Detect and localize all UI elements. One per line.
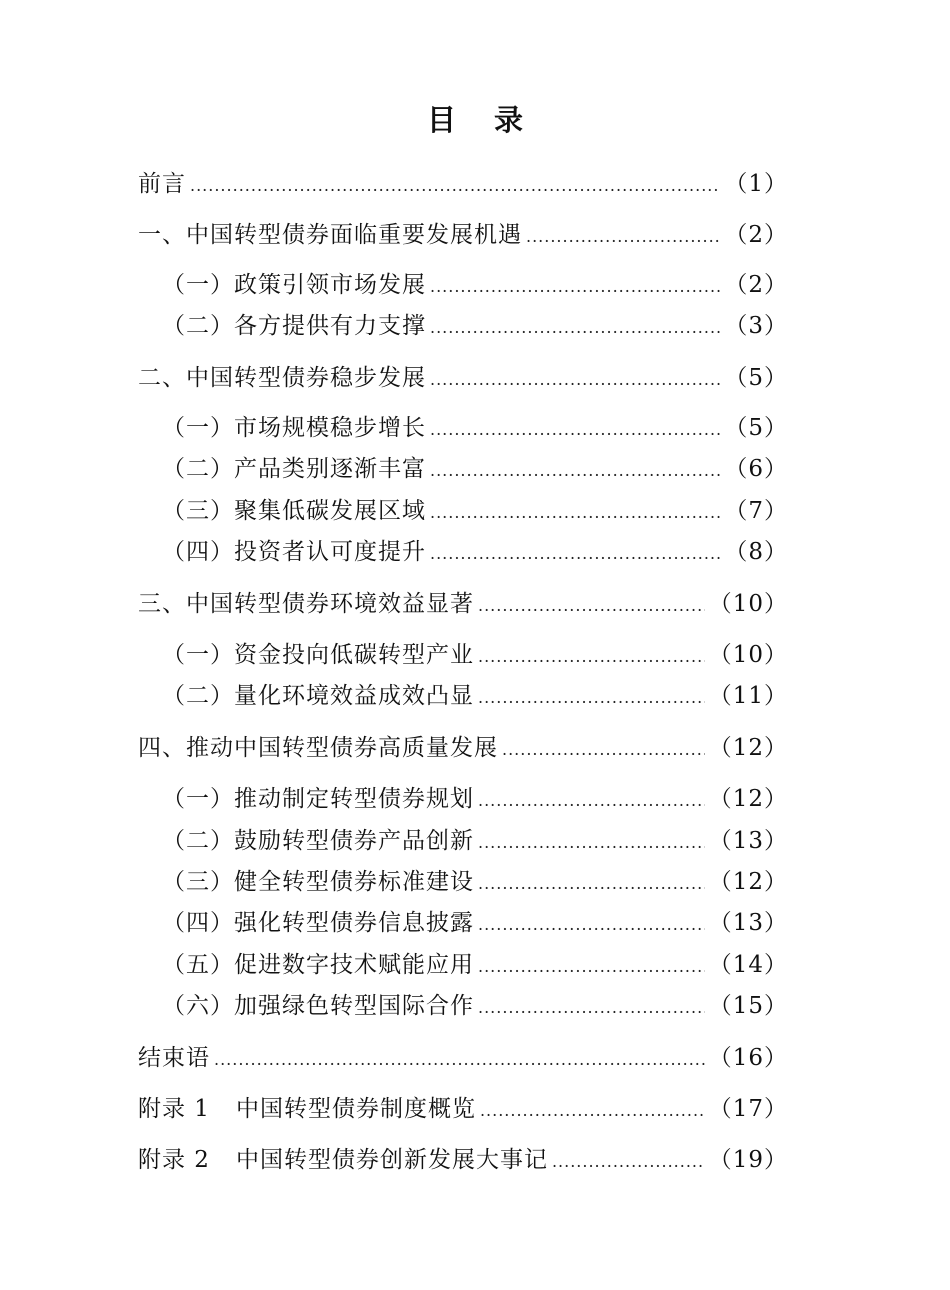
- toc-entry-page: （3）: [724, 313, 788, 339]
- toc-entry-page: （8）: [724, 539, 788, 565]
- toc-entry-page: （5）: [724, 365, 788, 391]
- toc-entry-page: （13）: [708, 828, 788, 854]
- toc-entry-label: （四）投资者认可度提升: [162, 539, 426, 565]
- toc-subentry[interactable]: [162, 309, 788, 343]
- toc-appendix-entry[interactable]: [138, 1143, 788, 1177]
- toc-subentry[interactable]: [162, 535, 788, 569]
- appendix-number: 附录 1: [138, 1096, 210, 1122]
- toc-entry-page: （6）: [724, 456, 788, 482]
- dot-leader: [430, 537, 720, 571]
- dot-leader: [478, 681, 705, 715]
- dot-leader: [478, 589, 705, 623]
- toc-entry[interactable]: [138, 167, 788, 201]
- appendix-number: 附录 2: [138, 1147, 210, 1173]
- toc-entry-page: （10）: [708, 642, 788, 668]
- toc-entry-page: （13）: [708, 910, 788, 936]
- dot-leader: [430, 413, 720, 447]
- toc-entry[interactable]: [138, 218, 788, 252]
- dot-leader: [430, 496, 720, 530]
- toc-entry-label: （二）各方提供有力支撑: [162, 313, 426, 339]
- toc-entry-page: （15）: [708, 993, 788, 1019]
- dot-leader: [430, 454, 720, 488]
- toc-subentry[interactable]: [162, 782, 788, 816]
- toc-subentry[interactable]: [162, 906, 788, 940]
- toc-subentry[interactable]: [162, 638, 788, 672]
- toc-entry-label: 四、推动中国转型债券高质量发展: [138, 735, 498, 761]
- dot-leader: [478, 784, 705, 818]
- toc-subentry[interactable]: [162, 411, 788, 445]
- toc-entry-label: 二、中国转型债券稳步发展: [138, 365, 426, 391]
- dot-leader: [480, 1094, 705, 1128]
- toc-entry-label: （三）聚集低碳发展区域: [162, 498, 426, 524]
- toc-entry-label: （一）资金投向低碳转型产业: [162, 642, 474, 668]
- toc-entry-page: （1）: [724, 171, 788, 197]
- toc-subentry[interactable]: [162, 679, 788, 713]
- dot-leader: [478, 867, 705, 901]
- toc-entry-page: （2）: [724, 222, 788, 248]
- toc-entry[interactable]: [138, 361, 788, 395]
- toc-entry-label: （四）强化转型债券信息披露: [162, 910, 474, 936]
- dot-leader: [478, 826, 705, 860]
- toc-entry[interactable]: [138, 731, 788, 765]
- toc-subentry[interactable]: [162, 865, 788, 899]
- toc-entry-label: （二）鼓励转型债券产品创新: [162, 828, 474, 854]
- dot-leader: [430, 363, 720, 397]
- toc-entry-label: 三、中国转型债券环境效益显著: [138, 591, 474, 617]
- toc-entry-page: （7）: [724, 498, 788, 524]
- toc-entry-label: （二）量化环境效益成效凸显: [162, 683, 474, 709]
- toc-entry-label: （一）市场规模稳步增长: [162, 415, 426, 441]
- appendix-title: 中国转型债券制度概览: [235, 1096, 476, 1122]
- dot-leader: [430, 311, 720, 345]
- dot-leader: [478, 950, 705, 984]
- toc-entry-label: （一）推动制定转型债券规划: [162, 786, 474, 812]
- toc-subentry[interactable]: [162, 494, 788, 528]
- toc-subentry[interactable]: [162, 989, 788, 1023]
- toc-subentry[interactable]: [162, 824, 788, 858]
- toc-entry-page: （17）: [708, 1096, 788, 1122]
- toc-entry-label: （三）健全转型债券标准建设: [162, 869, 474, 895]
- toc-entry-label: （二）产品类别逐渐丰富: [162, 456, 426, 482]
- toc-title: 目 录: [426, 103, 538, 137]
- toc-entry-page: （12）: [708, 786, 788, 812]
- toc-subentry[interactable]: [162, 452, 788, 486]
- dot-leader: [526, 220, 720, 254]
- toc-entry-label: （五）促进数字技术赋能应用: [162, 952, 474, 978]
- dot-leader: [214, 1043, 705, 1077]
- dot-leader: [478, 640, 705, 674]
- dot-leader: [502, 733, 705, 767]
- toc-entry-page: （10）: [708, 591, 788, 617]
- toc-entry[interactable]: [138, 1041, 788, 1075]
- toc-entry-label: [138, 1143, 548, 1177]
- dot-leader: [190, 169, 720, 203]
- dot-leader: [552, 1145, 705, 1179]
- toc-entry-label: [138, 1092, 476, 1126]
- toc-entry-page: （16）: [708, 1045, 788, 1071]
- toc-entry-label: （六）加强绿色转型国际合作: [162, 993, 474, 1019]
- toc-appendix-entry[interactable]: [138, 1092, 788, 1126]
- dot-leader: [478, 908, 705, 942]
- toc-entry-label: 结束语: [138, 1045, 210, 1071]
- toc-entry[interactable]: [138, 587, 788, 621]
- toc-entry-label: （一）政策引领市场发展: [162, 272, 426, 298]
- toc-entry-label: 一、中国转型债券面临重要发展机遇: [138, 222, 522, 248]
- toc-subentry[interactable]: [162, 268, 788, 302]
- dot-leader: [430, 270, 720, 304]
- toc-entry-page: （12）: [708, 869, 788, 895]
- appendix-title: 中国转型债券创新发展大事记: [235, 1147, 548, 1173]
- toc-entry-page: （5）: [724, 415, 788, 441]
- toc-entry-label: 前言: [138, 171, 186, 197]
- toc-subentry[interactable]: [162, 948, 788, 982]
- toc-entry-page: （2）: [724, 272, 788, 298]
- dot-leader: [478, 991, 705, 1025]
- toc-entry-page: （19）: [708, 1147, 788, 1173]
- toc-entry-page: （12）: [708, 735, 788, 761]
- toc-entry-page: （11）: [708, 683, 788, 709]
- toc-entry-page: （14）: [708, 952, 788, 978]
